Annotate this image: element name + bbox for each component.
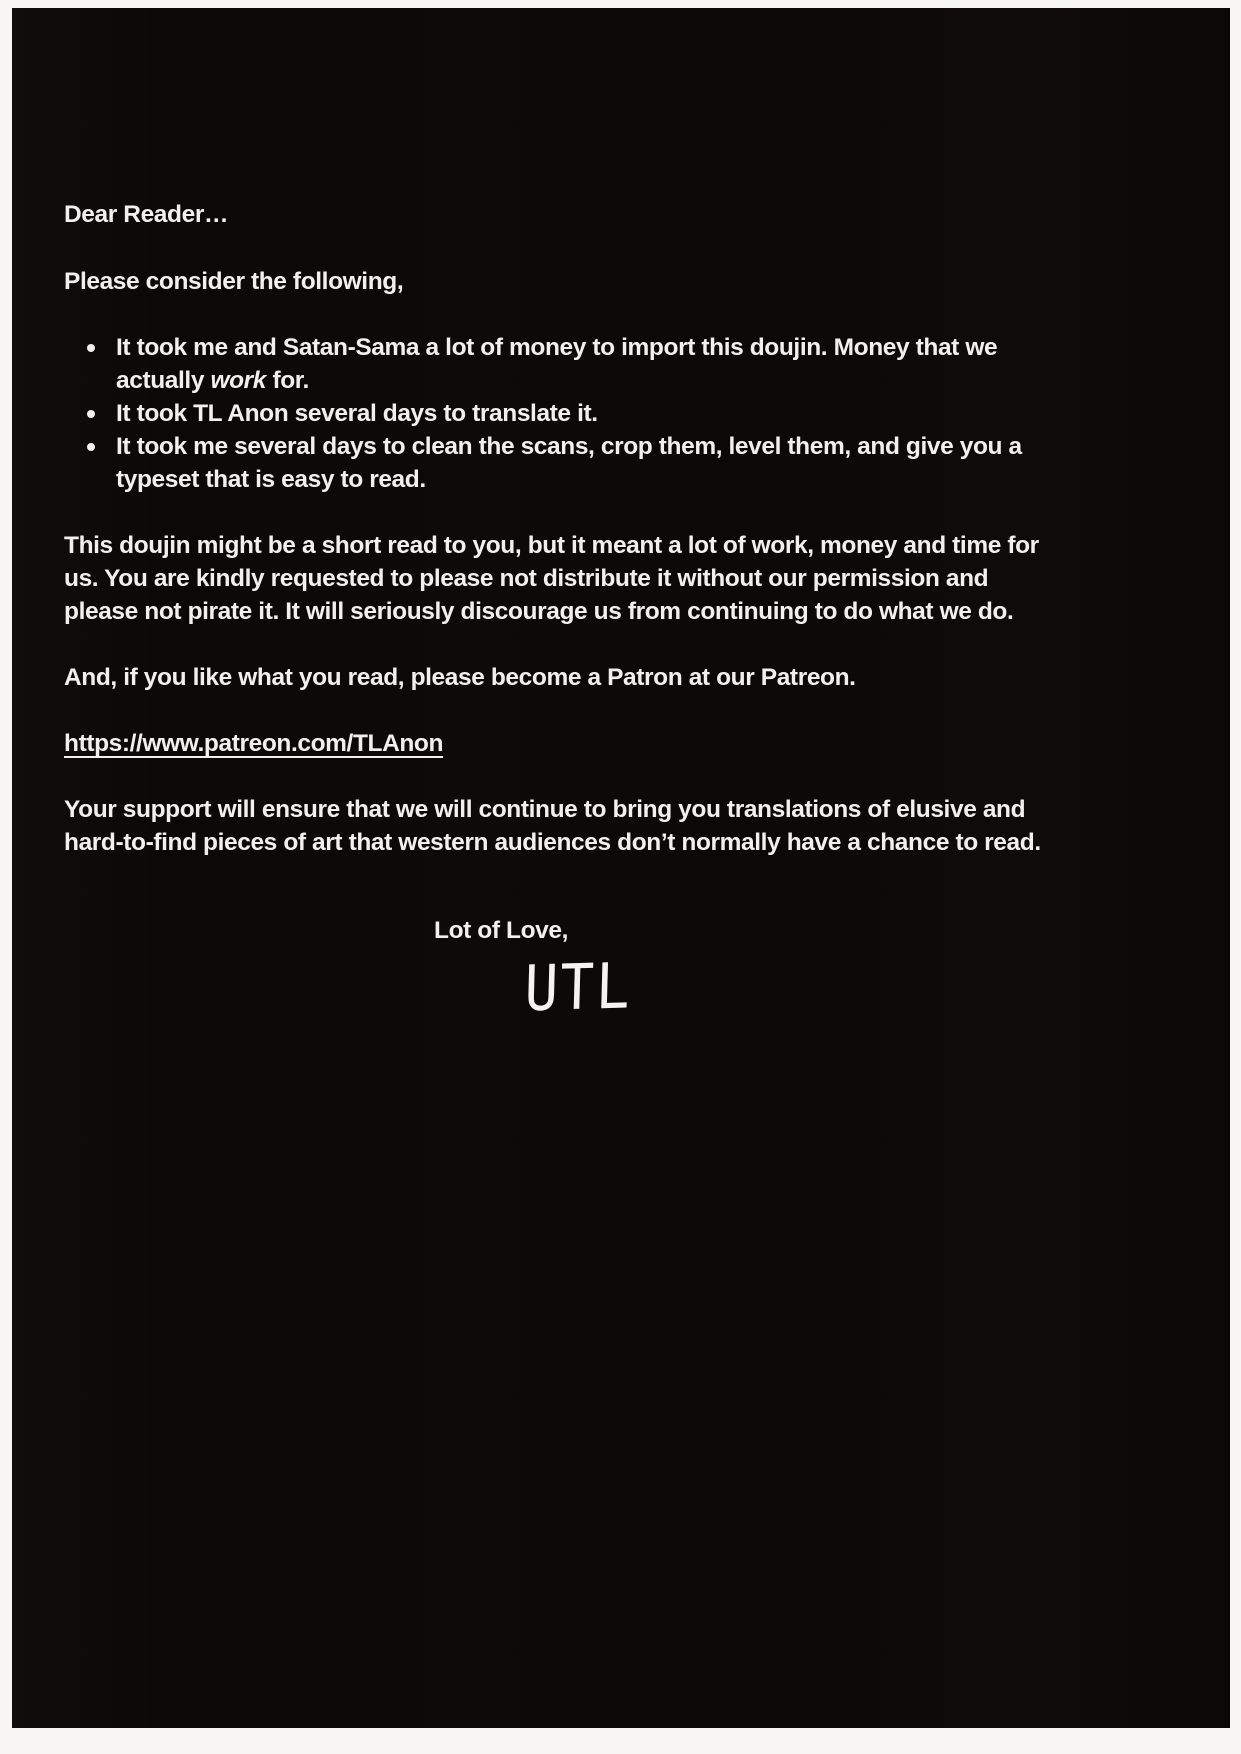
scanned-page <box>12 8 1230 1728</box>
patreon-link-line <box>64 727 1059 760</box>
patreon-link[interactable]: https://www.patreon.com/TLAnon <box>64 730 444 757</box>
letter-body <box>64 198 1059 1026</box>
reasons-list <box>64 331 1059 496</box>
paragraph-patron-request: And, if you like what you read, please become a Patron at our Patreon. <box>64 664 856 691</box>
signature-utl: UTL <box>523 950 633 1026</box>
list-item <box>116 331 1059 397</box>
paragraph-support: Your support will ensure that we will continue to bring you translations of elusive and hard-to-find pieces of art that western audiences don’t normally have a chance to read. <box>64 796 1041 856</box>
bullet-text-italic: work <box>210 367 267 394</box>
paragraph-work-effort: This doujin might be a short read to you, but it meant a lot of work, money and time for us. You are kindly requested to please not distribute it without our permission and please not pirate it. It will seriously discourage us from continuing to do what we do. <box>64 532 1039 625</box>
closing-line: Lot of Love, <box>434 917 569 944</box>
bullet-text: for. <box>266 367 309 394</box>
list-item <box>116 397 1059 430</box>
bullet-text: It took me several days to clean the scans, crop them, level them, and give you a typeset that is easy to read. <box>116 433 1022 493</box>
list-item <box>116 430 1059 496</box>
bullet-text: It took TL Anon several days to translate it. <box>116 400 598 427</box>
greeting: Dear Reader… <box>64 201 229 228</box>
bullet-text: It took me and Satan-Sama a lot of money to import this doujin. Money that we actually <box>116 334 998 394</box>
intro-line: Please consider the following, <box>64 268 404 295</box>
